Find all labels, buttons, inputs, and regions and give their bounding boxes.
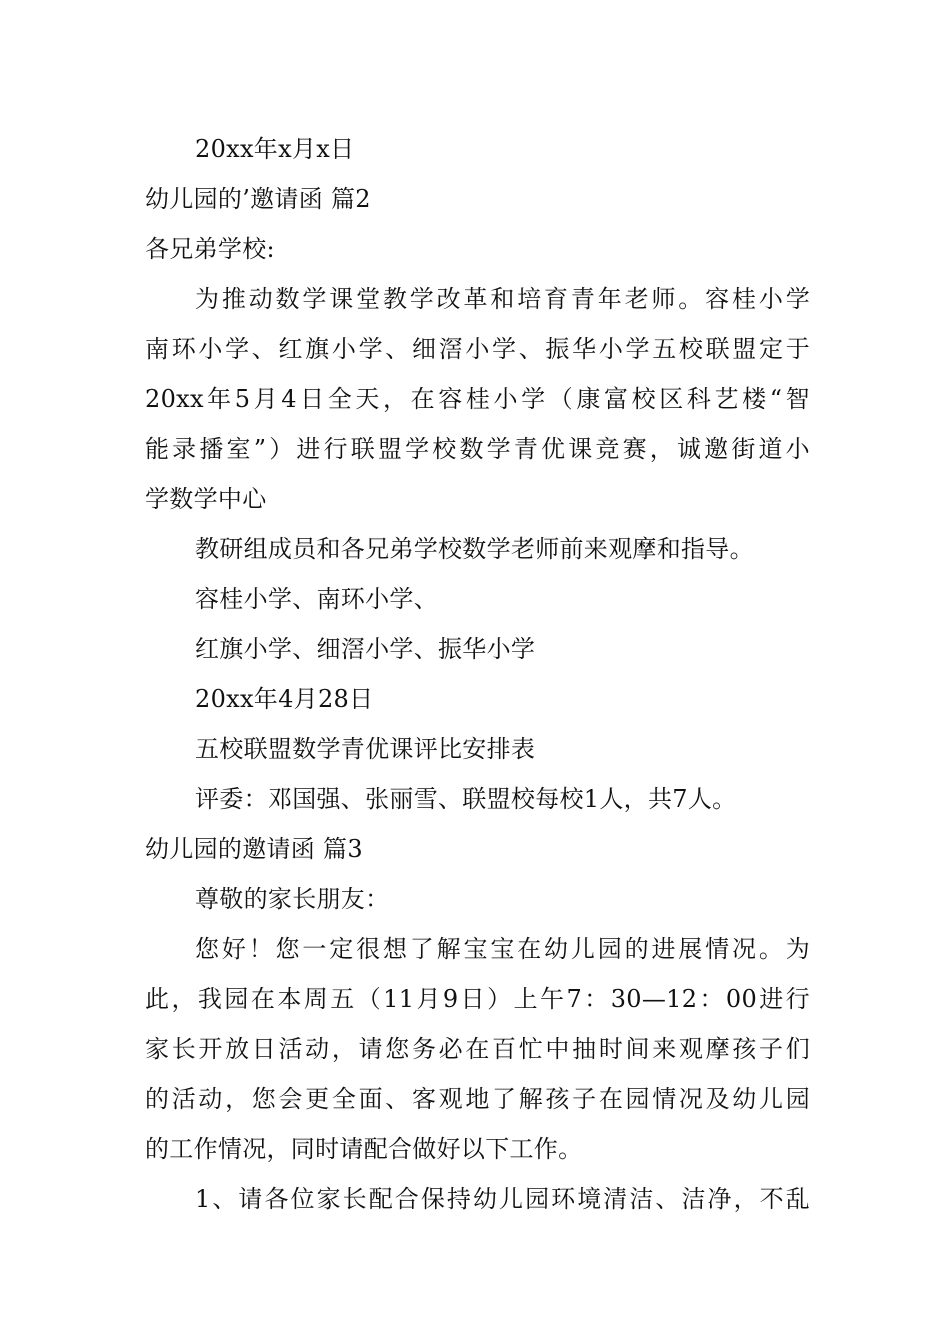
letter-date: 20xx年x月x日 (195, 135, 355, 163)
paragraph-line: 南环小学、红旗小学、细滘小学、振华小学五校联盟定于 (145, 335, 810, 363)
signature-date: 20xx年4月28日 (195, 685, 374, 713)
paragraph-line: 的工作情况，同时请配合做好以下工作。 (145, 1135, 583, 1163)
salutation: 尊敬的家长朋友： (195, 885, 390, 913)
paragraph-line: 家长开放日活动，请您务必在百忙中抽时间来观摩孩子们 (145, 1035, 810, 1063)
signature-line: 红旗小学、细滘小学、振华小学 (195, 635, 536, 663)
salutation: 各兄弟学校: (145, 235, 275, 263)
section-heading-3: 幼儿园的邀请函 篇3 (145, 835, 363, 863)
paragraph-line: 的活动，您会更全面、客观地了解孩子在园情况及幼儿园 (145, 1085, 810, 1113)
paragraph-line: 教研组成员和各兄弟学校数学老师前来观摩和指导。 (195, 535, 754, 563)
paragraph-line: 此，我园在本周五（11月9日）上午7：30—12：00进行 (145, 985, 810, 1013)
paragraph-line: 能录播室”）进行联盟学校数学青优课竞赛，诚邀街道小 (145, 435, 810, 463)
section-heading-2: 幼儿园的’邀请函 篇2 (145, 185, 371, 213)
paragraph-line: 为推动数学课堂教学改革和培育青年老师。容桂小学 (195, 285, 810, 313)
list-item-line: 1、请各位家长配合保持幼儿园环境清洁、洁净，不乱 (195, 1185, 810, 1213)
paragraph-line: 您好！您一定很想了解宝宝在幼儿园的进展情况。为 (195, 935, 810, 963)
signature-line: 容桂小学、南环小学、 (195, 585, 438, 613)
paragraph-line: 20xx年5月4日全天，在容桂小学（康富校区科艺楼“智 (145, 385, 810, 413)
paragraph-line: 学数学中心 (145, 485, 267, 513)
judges-line: 评委：邓国强、张丽雪、联盟校每校1人，共7人。 (195, 785, 737, 813)
schedule-title: 五校联盟数学青优课评比安排表 (195, 735, 536, 763)
